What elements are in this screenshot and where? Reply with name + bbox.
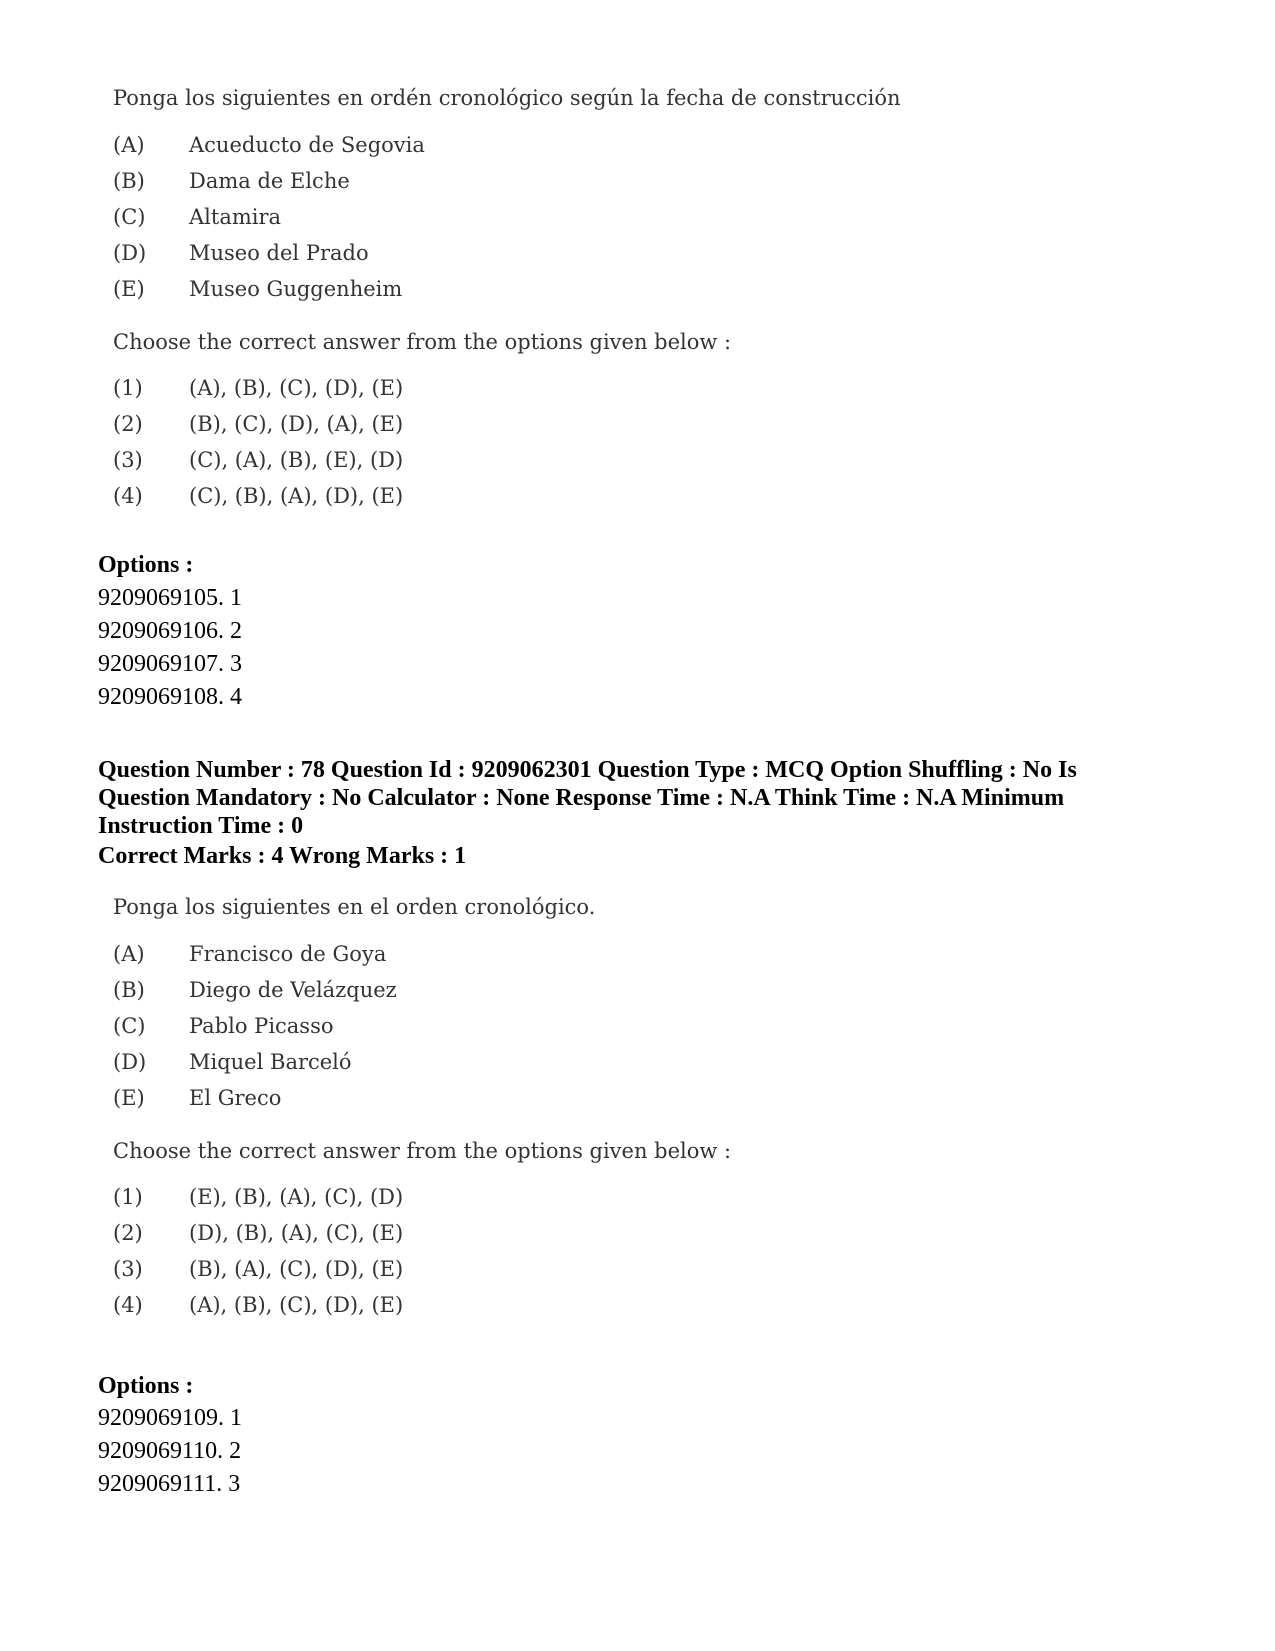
choice-text: (D), (B), (A), (C), (E) <box>189 1221 404 1245</box>
item-text: Museo del Prado <box>189 241 369 265</box>
choice-label: (4) <box>113 1293 143 1317</box>
question-78-options-heading: Options : <box>98 1373 194 1399</box>
choice-label: (4) <box>113 484 143 508</box>
item-label: (D) <box>113 241 147 265</box>
item-label: (B) <box>113 169 145 193</box>
choice-label: (1) <box>113 376 143 400</box>
question-77-option-4: 9209069108. 4 <box>98 684 242 710</box>
choice-text: (E), (B), (A), (C), (D) <box>189 1185 404 1209</box>
question-77-prompt: Ponga los siguientes en ordén cronológico según la fecha de construcción <box>113 86 901 110</box>
item-text: Dama de Elche <box>189 169 350 193</box>
item-label: (D) <box>113 1050 147 1074</box>
question-78-choose-instruction: Choose the correct answer from the options given below : <box>113 1139 732 1163</box>
choice-label: (2) <box>113 412 143 436</box>
item-label: (A) <box>113 133 145 157</box>
choice-text: (B), (C), (D), (A), (E) <box>189 412 404 436</box>
item-label: (E) <box>113 277 145 301</box>
question-77-options-heading: Options : <box>98 552 194 578</box>
item-text: Miquel Barceló <box>189 1050 352 1074</box>
item-text: El Greco <box>189 1086 282 1110</box>
choice-text: (C), (B), (A), (D), (E) <box>189 484 404 508</box>
item-label: (E) <box>113 1086 145 1110</box>
choice-text: (A), (B), (C), (D), (E) <box>189 376 404 400</box>
item-text: Pablo Picasso <box>189 1014 334 1038</box>
question-78-prompt: Ponga los siguientes en el orden cronológico. <box>113 895 596 919</box>
item-text: Altamira <box>189 205 282 229</box>
question-78-meta <box>98 756 1158 840</box>
item-text: Francisco de Goya <box>189 942 387 966</box>
choice-label: (3) <box>113 448 143 472</box>
question-78-marks: Correct Marks : 4 Wrong Marks : 1 <box>98 843 467 869</box>
item-text: Diego de Velázquez <box>189 978 397 1002</box>
question-78-option-1: 9209069109. 1 <box>98 1405 242 1431</box>
item-label: (A) <box>113 942 145 966</box>
choice-label: (1) <box>113 1185 143 1209</box>
question-78-option-3: 9209069111. 3 <box>98 1471 241 1497</box>
item-label: (B) <box>113 978 145 1002</box>
choice-text: (B), (A), (C), (D), (E) <box>189 1257 404 1281</box>
question-77-option-3: 9209069107. 3 <box>98 651 242 677</box>
choice-label: (2) <box>113 1221 143 1245</box>
question-78-option-2: 9209069110. 2 <box>98 1438 242 1464</box>
question-78-meta-line-2: Question Mandatory : No Calculator : None Response Time : N.A Think Time : N.A Minimum <box>98 785 1065 811</box>
question-77-choose-instruction: Choose the correct answer from the options given below : <box>113 330 732 354</box>
question-78-meta-line-1: Question Number : 78 Question Id : 9209062301 Question Type : MCQ Option Shuffling : No Is <box>98 757 1077 783</box>
item-text: Museo Guggenheim <box>189 277 403 301</box>
item-label: (C) <box>113 205 146 229</box>
choice-label: (3) <box>113 1257 143 1281</box>
question-78-meta-line-3: Instruction Time : 0 <box>98 813 304 839</box>
item-text: Acueducto de Segovia <box>189 133 425 157</box>
item-label: (C) <box>113 1014 146 1038</box>
question-77-option-2: 9209069106. 2 <box>98 618 242 644</box>
choice-text: (C), (A), (B), (E), (D) <box>189 448 404 472</box>
choice-text: (A), (B), (C), (D), (E) <box>189 1293 404 1317</box>
question-77-option-1: 9209069105. 1 <box>98 585 242 611</box>
